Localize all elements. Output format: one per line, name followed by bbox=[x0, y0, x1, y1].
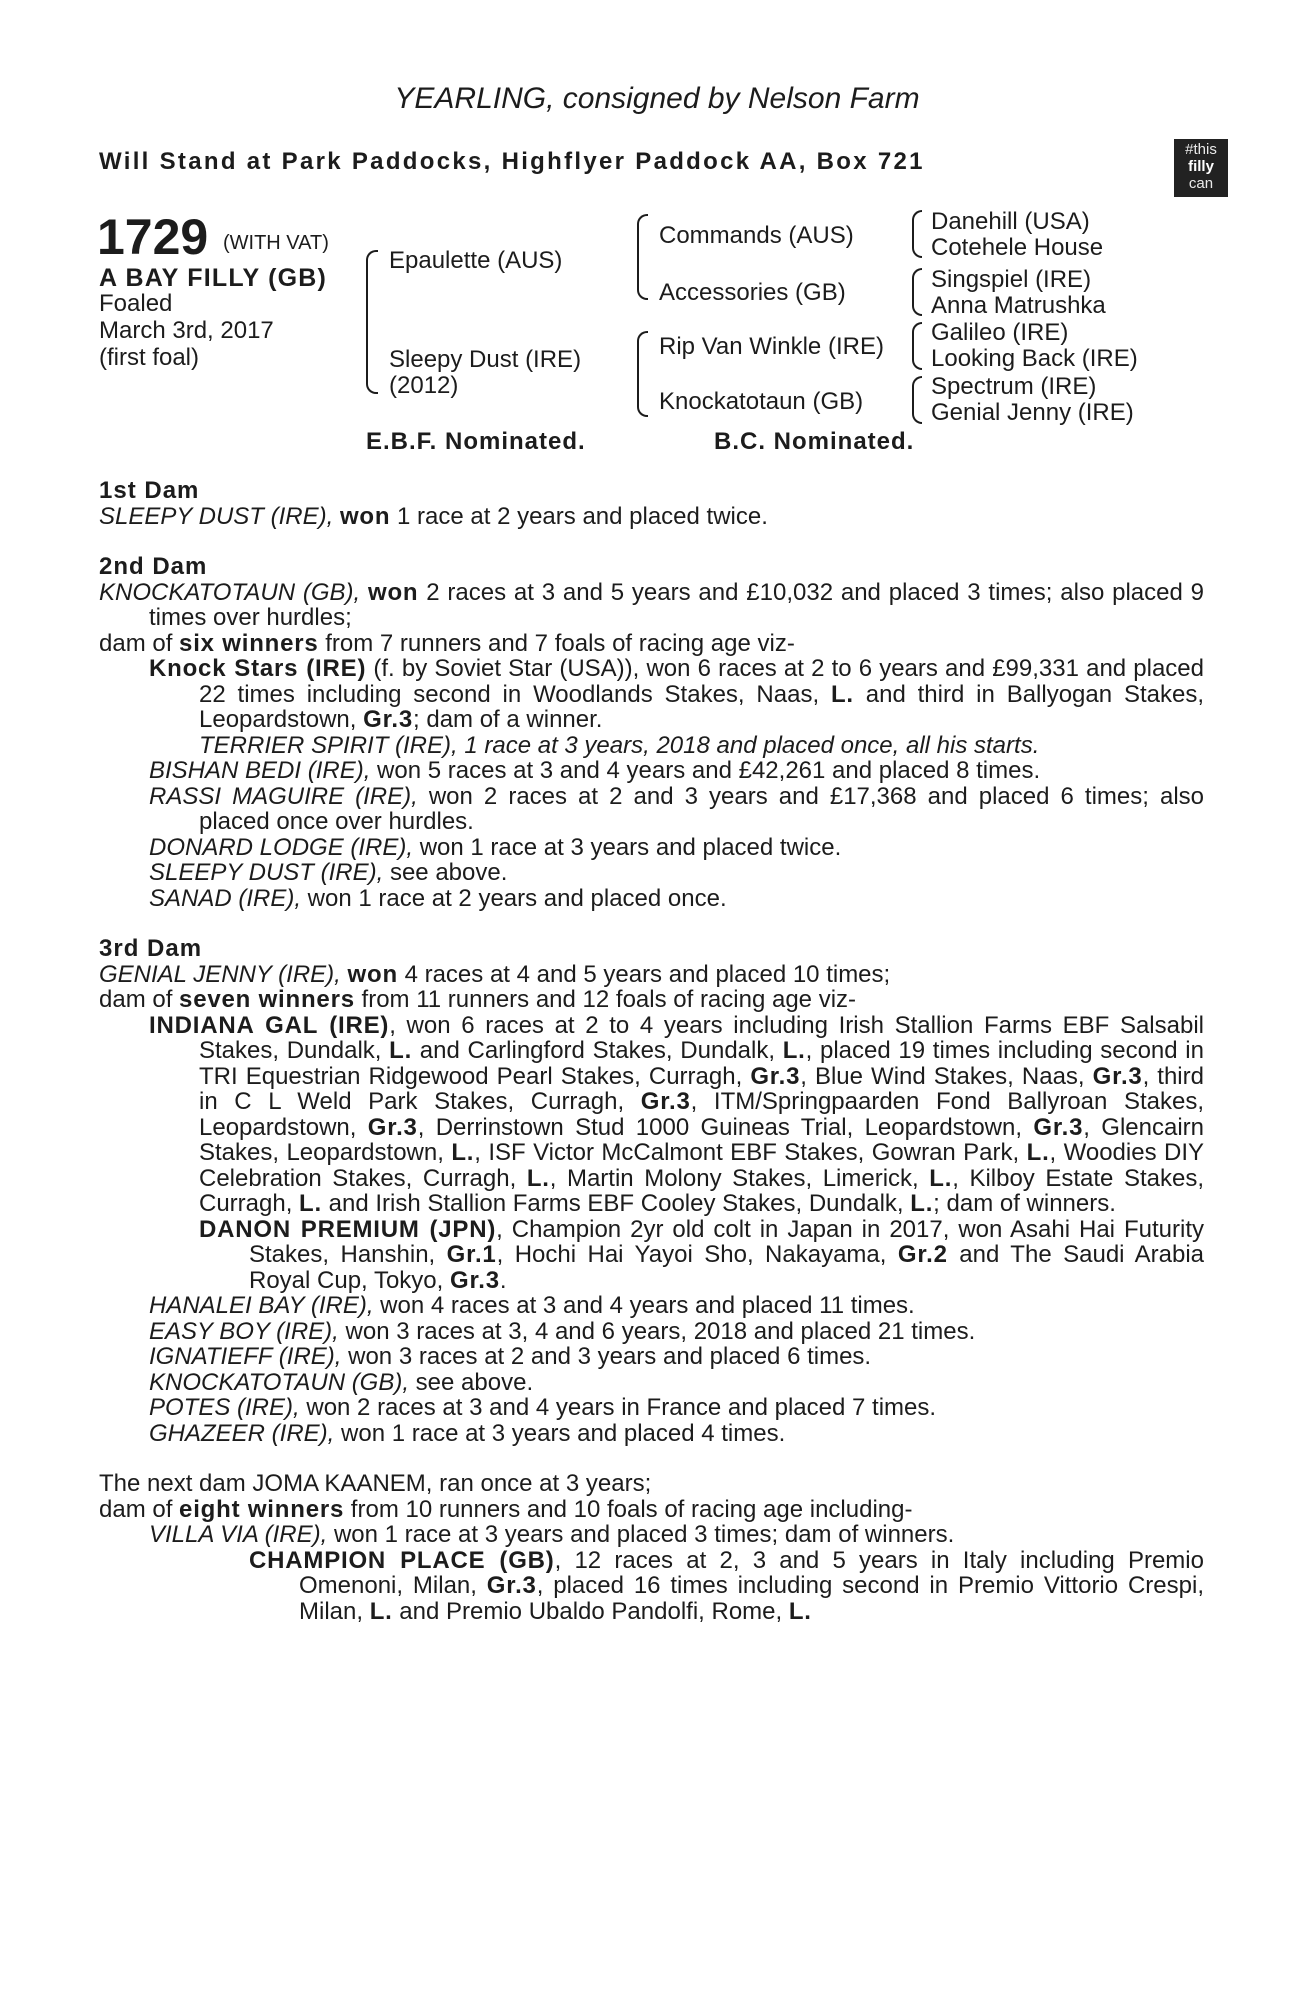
horse-name: SANAD (IRE), bbox=[149, 884, 302, 912]
text: and Irish Stallion Farms EBF Cooley Stakes, Dundalk, bbox=[321, 1190, 911, 1217]
race-grade: L. bbox=[451, 1139, 475, 1166]
text: and Premio Ubaldo Pandolfi, Rome, bbox=[392, 1597, 789, 1625]
text: , third in C L Weld Park Stakes, Curragh, bbox=[199, 1062, 1204, 1115]
sire: Epaulette (AUS) bbox=[389, 247, 563, 274]
second-dam-produce-summary bbox=[99, 631, 1204, 657]
foaled-date: March 3rd, 2017 bbox=[99, 317, 274, 344]
race-grade: L. bbox=[910, 1190, 934, 1217]
dam-of-text: dam of bbox=[99, 986, 180, 1013]
race-grade: Gr.3 bbox=[1092, 1062, 1143, 1090]
pedigree-brace-g3-3 bbox=[912, 322, 922, 370]
produce-knockatotaun bbox=[99, 1370, 1204, 1396]
race-grade: L. bbox=[830, 680, 854, 708]
logo-line-1: #this bbox=[1185, 141, 1217, 158]
race-grade: L. bbox=[782, 1037, 806, 1064]
ancestor-g3-4: Anna Matrushka bbox=[931, 292, 1106, 319]
produce-rassi-maguire bbox=[99, 784, 1204, 835]
winners-count: eight winners bbox=[179, 1495, 345, 1523]
lot-title: A BAY FILLY (GB) bbox=[99, 264, 328, 292]
bc-nominated: B.C. Nominated. bbox=[714, 428, 915, 455]
horse-name: SLEEPY DUST (IRE), bbox=[149, 859, 384, 886]
horse-name: VILLA VIA (IRE), bbox=[149, 1521, 328, 1548]
third-dam-won: won bbox=[347, 960, 398, 988]
text: won 1 race at 3 years and placed twice. bbox=[413, 833, 842, 861]
race-grade: Gr.3 bbox=[367, 1113, 418, 1141]
text: , 12 races at 2, 3 and 5 years in Italy including Premio Omenoni, Milan, bbox=[299, 1546, 1204, 1599]
produce-potes bbox=[99, 1395, 1204, 1421]
race-grade: Gr.1 bbox=[446, 1241, 497, 1268]
ancestor-g3-5: Galileo (IRE) bbox=[931, 319, 1069, 346]
horse-name: INDIANA GAL (IRE) bbox=[149, 1011, 390, 1039]
produce-easy-boy bbox=[99, 1319, 1204, 1345]
first-dam-name: SLEEPY DUST (IRE), bbox=[99, 502, 334, 530]
text: , Glencairn Stakes, Leopardstown, bbox=[199, 1113, 1205, 1166]
race-grade: L. bbox=[929, 1164, 953, 1192]
horse-name: HANALEI BAY (IRE), bbox=[149, 1292, 374, 1319]
pedigree-brace-g3-4 bbox=[912, 376, 922, 424]
horse-name: KNOCKATOTAUN (GB), bbox=[149, 1368, 410, 1396]
stand-location: Will Stand at Park Paddocks, Highflyer Paddock AA, Box 721 bbox=[99, 148, 925, 175]
horse-name: BISHAN BEDI (IRE), bbox=[149, 757, 371, 784]
foaled-label: Foaled bbox=[99, 290, 173, 317]
runners-text: from 7 runners and 7 foals of racing age viz- bbox=[318, 629, 795, 657]
produce-ghazeer bbox=[99, 1421, 1204, 1447]
winners-count: six winners bbox=[179, 629, 319, 657]
race-grade: L. bbox=[369, 1597, 393, 1625]
race-grade: Gr.3 bbox=[363, 706, 414, 733]
second-dam-heading: 2nd Dam bbox=[99, 553, 208, 580]
produce-knock-stars bbox=[99, 656, 1204, 733]
foaled-info bbox=[99, 290, 274, 371]
text: , placed 16 times including second in Premio Vittorio Crespi, Milan, bbox=[299, 1572, 1204, 1625]
text: , won 6 races at 2 to 4 years including Irish Stallion Farms EBF Salsabil Stakes, Dundalk, bbox=[199, 1011, 1205, 1064]
text: , Champion 2yr old colt in Japan in 2017, won Asahi Hai Futurity Stakes, Hanshin, bbox=[249, 1215, 1204, 1268]
pedigree-brace-sire bbox=[637, 214, 648, 300]
logo-line-2: filly bbox=[1188, 158, 1214, 175]
second-dam-rest: 2 races at 3 and 5 years and £10,032 and placed 3 times; also placed 9 times over hurdles; bbox=[149, 578, 1205, 631]
text: won 1 race at 3 years and placed 3 times; dam of winners. bbox=[327, 1521, 955, 1548]
catalogue-text bbox=[99, 478, 1204, 1624]
horse-name: TERRIER SPIRIT (IRE), bbox=[199, 731, 458, 759]
race-grade: Gr.2 bbox=[897, 1241, 948, 1268]
race-grade: L. bbox=[389, 1037, 413, 1064]
text: won 1 race at 2 years and placed once. bbox=[301, 884, 727, 912]
ancestor-g3-2: Cotehele House bbox=[931, 234, 1104, 261]
third-dam-rest: 4 races at 4 and 5 years and placed 10 times; bbox=[397, 960, 891, 988]
winners-count: seven winners bbox=[179, 986, 355, 1013]
produce-donard-lodge bbox=[99, 835, 1204, 861]
foal-note: (first foal) bbox=[99, 344, 200, 371]
next-dam-produce-summary bbox=[99, 1497, 1204, 1523]
race-grade: L. bbox=[526, 1164, 550, 1192]
text: won 1 race at 3 years and placed 4 times. bbox=[334, 1419, 786, 1447]
this-filly-can-logo bbox=[1174, 139, 1228, 197]
third-dam-produce-summary bbox=[99, 987, 1204, 1013]
text: , Woodies DIY Celebration Stakes, Curragh, bbox=[199, 1139, 1204, 1192]
text: won 2 races at 2 and 3 years and £17,368 and placed 6 times; also placed once over hurdles. bbox=[199, 782, 1205, 835]
text: won 3 races at 2 and 3 years and placed 6 times. bbox=[341, 1343, 872, 1370]
text: , Derrinstown Stud 1000 Guineas Trial, Leopardstown, bbox=[417, 1113, 1034, 1141]
second-dam-line bbox=[99, 580, 1204, 631]
text: (f. by Soviet Star (USA)), won 6 races at 2 to 6 years and £99,331 and placed 22 times including second in Woodlands Stakes, Naas, bbox=[199, 655, 1204, 708]
dam-dam: Knockatotaun (GB) bbox=[659, 388, 864, 415]
horse-name: EASY BOY (IRE), bbox=[149, 1317, 339, 1345]
produce-ignatieff bbox=[99, 1344, 1204, 1370]
race-grade: Gr.3 bbox=[640, 1088, 691, 1115]
text: 1 race at 3 years, 2018 and placed once, all his starts. bbox=[457, 731, 1040, 759]
text: , Hochi Hai Yayoi Sho, Nakayama, bbox=[496, 1241, 898, 1268]
lot-number: 1729 bbox=[97, 209, 209, 265]
ancestor-g3-1: Danehill (USA) bbox=[931, 208, 1090, 235]
first-dam-heading: 1st Dam bbox=[99, 477, 200, 504]
horse-name: DANON PREMIUM (JPN) bbox=[199, 1215, 497, 1243]
text: and The Saudi Arabia Royal Cup, Tokyo, bbox=[249, 1241, 1204, 1294]
race-grade: L. bbox=[1026, 1139, 1050, 1166]
race-grade: L. bbox=[788, 1597, 812, 1625]
runners-text: from 10 runners and 10 foals of racing age including- bbox=[344, 1495, 913, 1523]
ancestor-g3-7: Spectrum (IRE) bbox=[931, 373, 1097, 400]
horse-name: IGNATIEFF (IRE), bbox=[149, 1343, 342, 1370]
horse-name: GHAZEER (IRE), bbox=[149, 1419, 335, 1447]
text: and third in Ballyogan Stakes, Leopardstown, bbox=[199, 680, 1204, 733]
dam-year: (2012) bbox=[389, 372, 459, 399]
text: , Kilboy Estate Stakes, Curragh, bbox=[199, 1164, 1204, 1217]
race-grade: Gr.3 bbox=[750, 1062, 801, 1090]
ancestor-g3-8: Genial Jenny (IRE) bbox=[931, 399, 1134, 426]
pedigree-brace-g3-2 bbox=[912, 268, 922, 316]
race-grade: L. bbox=[299, 1190, 322, 1217]
text: won 3 races at 3, 4 and 6 years, 2018 and placed 21 times. bbox=[338, 1317, 976, 1345]
text: won 4 races at 3 and 4 years and placed 11 times. bbox=[373, 1292, 915, 1319]
first-dam-line bbox=[99, 504, 1204, 530]
text: won 5 races at 3 and 4 years and £42,261 and placed 8 times. bbox=[370, 757, 1041, 784]
vat-note: (WITH VAT) bbox=[223, 232, 329, 254]
produce-sanad bbox=[99, 886, 1204, 912]
sire-dam: Accessories (GB) bbox=[659, 279, 846, 306]
text: , ISF Victor McCalmont EBF Stakes, Gowran Park, bbox=[474, 1139, 1027, 1166]
produce-bishan-bedi bbox=[99, 758, 1204, 784]
text: see above. bbox=[409, 1368, 534, 1396]
text: won 2 races at 3 and 4 years in France and placed 7 times. bbox=[299, 1394, 937, 1421]
first-dam-rest: 1 race at 2 years and placed twice. bbox=[390, 502, 768, 530]
text: ; dam of winners. bbox=[933, 1190, 1116, 1217]
race-grade: Gr.3 bbox=[486, 1572, 537, 1599]
pedigree-brace-g3-1 bbox=[912, 210, 922, 258]
horse-name: CHAMPION PLACE (GB) bbox=[249, 1546, 555, 1574]
produce-terrier-spirit bbox=[99, 733, 1204, 759]
produce-hanalei-bay bbox=[99, 1293, 1204, 1319]
text: ; dam of a winner. bbox=[413, 706, 603, 733]
second-dam-won: won bbox=[368, 578, 419, 606]
produce-villa-via bbox=[99, 1522, 1204, 1548]
dam-of-text: dam of bbox=[99, 629, 180, 657]
text: , Blue Wind Stakes, Naas, bbox=[800, 1062, 1093, 1090]
dam-of-text: dam of bbox=[99, 1495, 180, 1523]
text: see above. bbox=[383, 859, 508, 886]
third-dam-heading: 3rd Dam bbox=[99, 935, 203, 962]
produce-champion-place bbox=[99, 1548, 1204, 1625]
ebf-nominated: E.B.F. Nominated. bbox=[366, 428, 586, 455]
logo-line-3: can bbox=[1188, 175, 1214, 192]
horse-name: Knock Stars (IRE) bbox=[149, 655, 367, 682]
sire-sire: Commands (AUS) bbox=[659, 222, 854, 249]
ancestor-g3-3: Singspiel (IRE) bbox=[931, 266, 1092, 293]
next-dam-line: The next dam JOMA KAANEM, ran once at 3 years; bbox=[99, 1470, 652, 1497]
produce-danon-premium bbox=[99, 1217, 1204, 1294]
race-grade: Gr.3 bbox=[450, 1266, 500, 1294]
consignment-title: YEARLING, consigned by Nelson Farm bbox=[394, 82, 920, 115]
produce-sleepy-dust bbox=[99, 860, 1204, 886]
text: . bbox=[499, 1266, 507, 1294]
text: , placed 19 times including second in TRI Equestrian Ridgewood Pearl Stakes, Curragh, bbox=[199, 1037, 1204, 1090]
third-dam-name: GENIAL JENNY (IRE), bbox=[99, 960, 341, 988]
horse-name: DONARD LODGE (IRE), bbox=[149, 833, 414, 861]
runners-text: from 11 runners and 12 foals of racing age viz- bbox=[354, 986, 857, 1013]
text: and Carlingford Stakes, Dundalk, bbox=[412, 1037, 783, 1064]
pedigree-brace-dam bbox=[637, 331, 648, 417]
third-dam-line bbox=[99, 962, 1204, 988]
text: , Martin Molony Stakes, Limerick, bbox=[549, 1164, 930, 1192]
first-dam-won: won bbox=[339, 502, 391, 530]
horse-name: RASSI MAGUIRE (IRE), bbox=[149, 782, 418, 810]
race-grade: Gr.3 bbox=[1033, 1113, 1084, 1141]
horse-name: POTES (IRE), bbox=[149, 1394, 300, 1421]
produce-indiana-gal bbox=[99, 1013, 1204, 1217]
second-dam-name: KNOCKATOTAUN (GB), bbox=[99, 578, 361, 606]
text: , ITM/Springpaarden Fond Ballyroan Stakes, Leopardstown, bbox=[199, 1088, 1205, 1141]
dam: Sleepy Dust (IRE) bbox=[389, 346, 582, 373]
dam-sire: Rip Van Winkle (IRE) bbox=[659, 333, 884, 360]
ancestor-g3-6: Looking Back (IRE) bbox=[931, 345, 1138, 372]
pedigree-brace-gen1 bbox=[366, 250, 378, 394]
